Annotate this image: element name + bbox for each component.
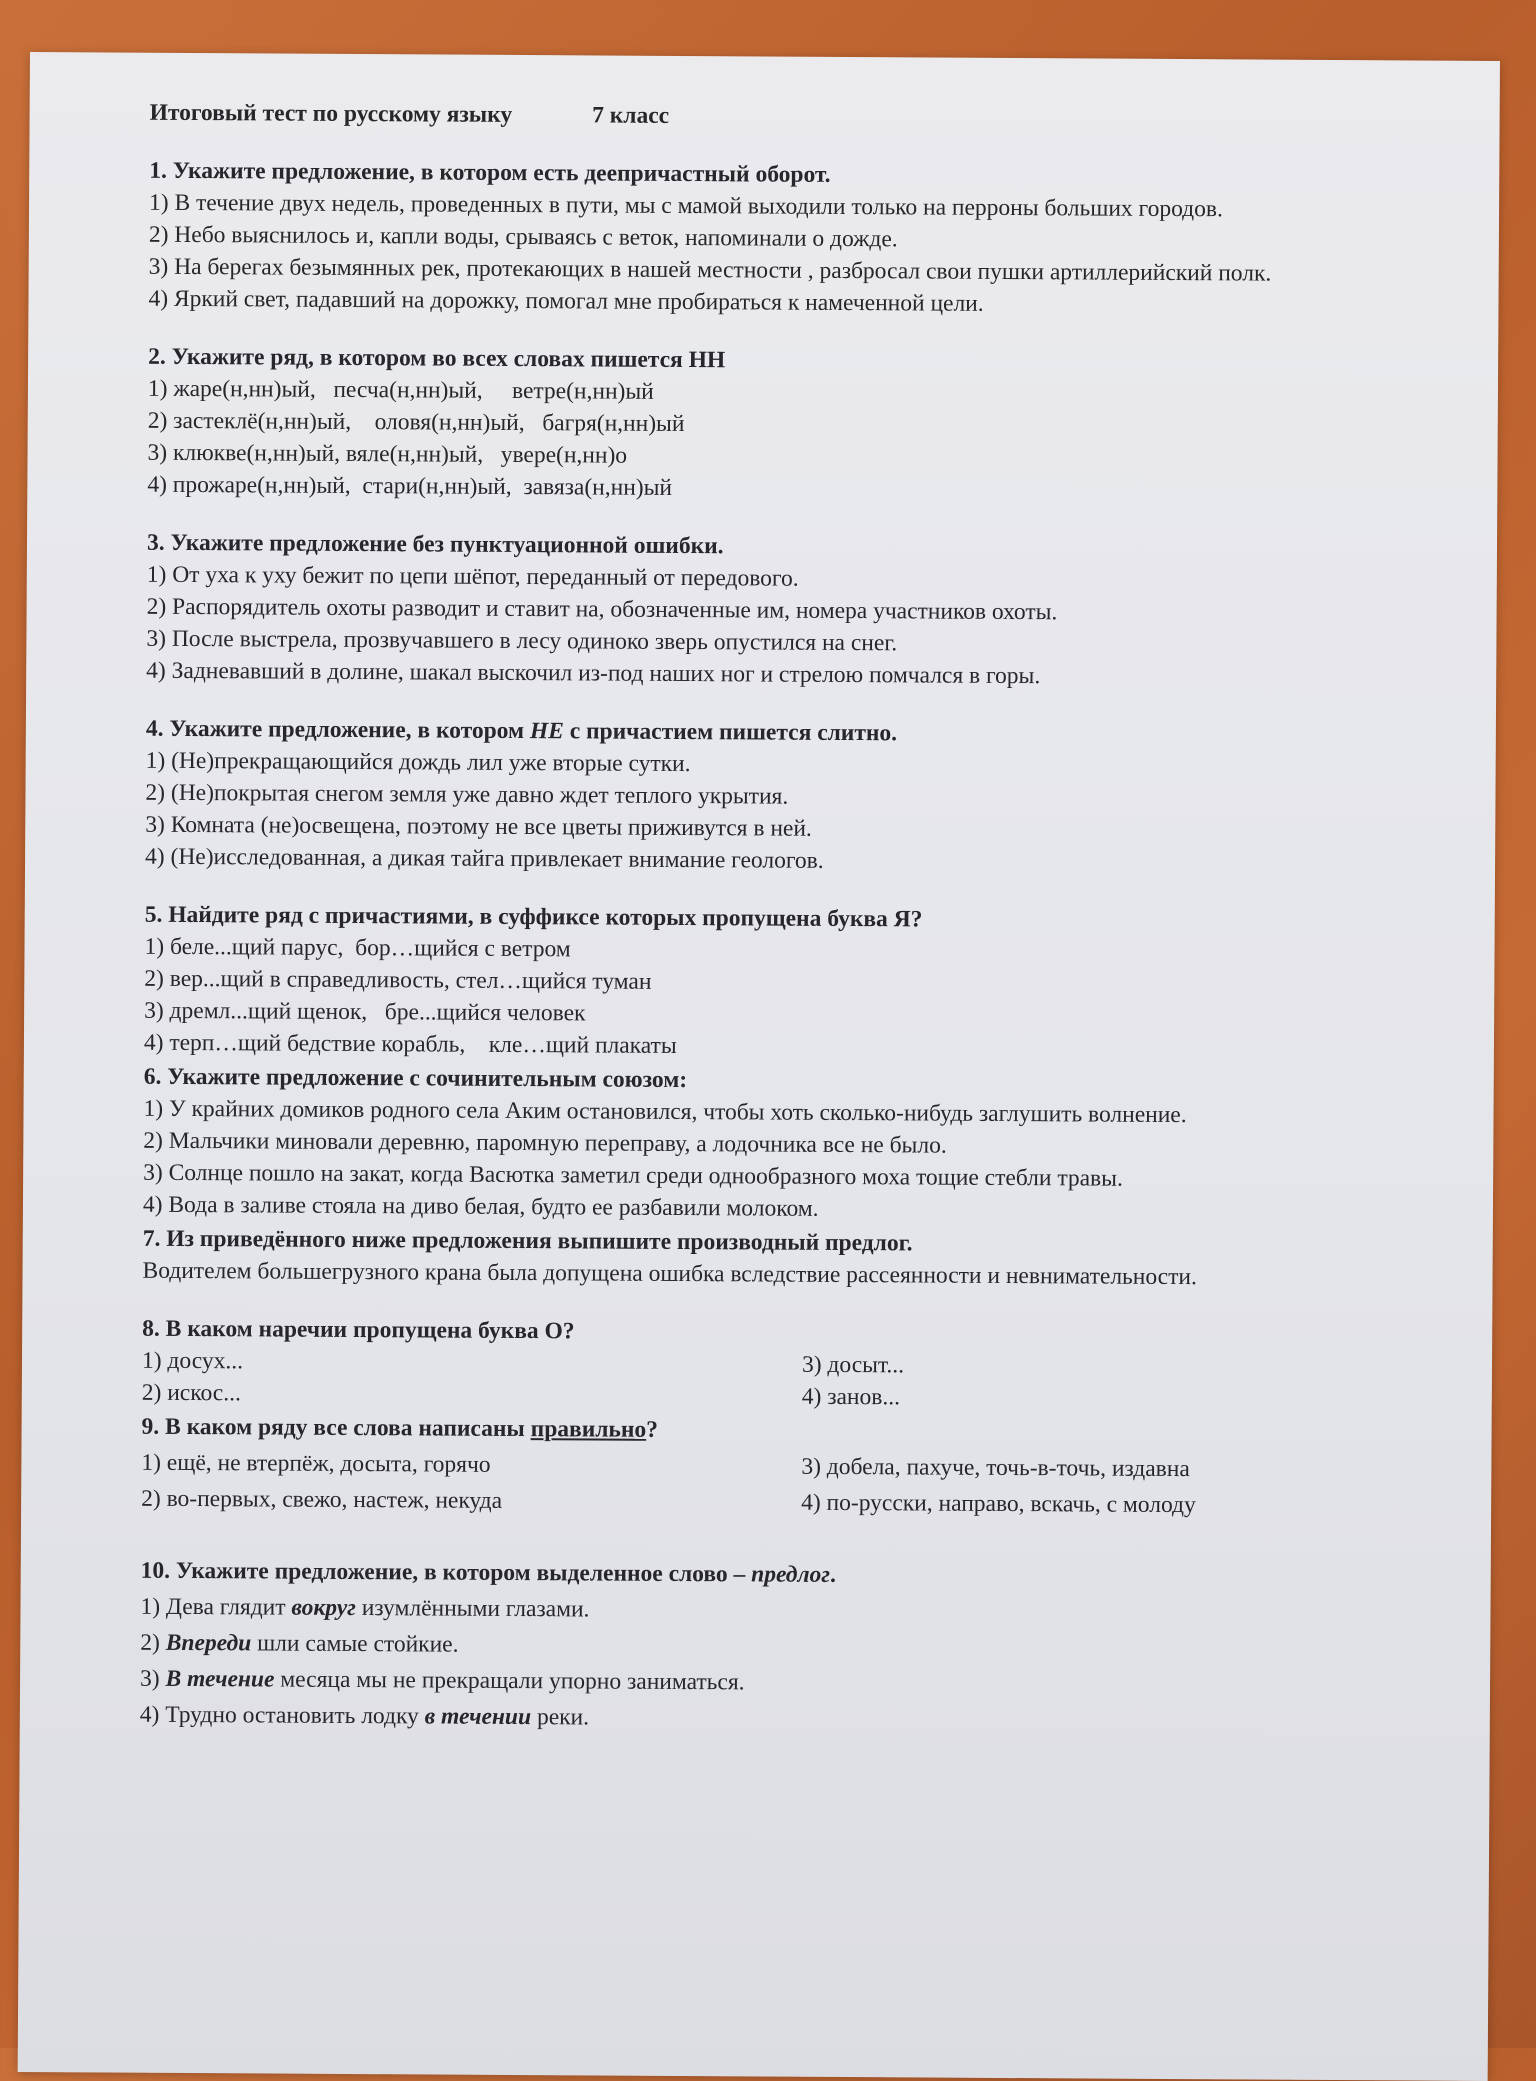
question-2-option-3: 3) клюкве(н,нн)ый, вяле(н,нн)ый, увере(н,нн)о [147, 439, 628, 469]
question-5-header: 5. Найдите ряд с причастиями, в суффиксе которых пропущена буква Я? [144, 901, 923, 933]
question-9-option-2: 2) во-первых, свежо, настеж, некуда [141, 1485, 503, 1514]
question-10-option-3-start: 3) [139, 1665, 166, 1692]
question-2-option-4: 4) прожаре(н,нн)ый, стари(н,нн)ый, завяза(н,нн)ый [147, 471, 673, 501]
question-6-option-4: 4) Вода в заливе стояла на диво белая, будто ее разбавили молоком. [142, 1191, 819, 1222]
question-10-option-4-start: 4) Трудно остановить лодку [139, 1701, 425, 1730]
question-9-header-underlined: правильно [530, 1416, 647, 1443]
question-9 [141, 1411, 1372, 1523]
title-text: Итоговый тест по русскому языку [149, 99, 513, 128]
question-6 [143, 1061, 1374, 1229]
question-1-option-2: 2) Небо выяснилось и, капли воды, срываясь с веток, напоминали о дожде. [148, 221, 898, 253]
question-6-option-2: 2) Мальчики миновали деревню, паромную переправу, а лодочника все не было. [143, 1127, 947, 1159]
question-10-option-2 [140, 1627, 1370, 1667]
question-10-option-4-highlight: в течении [424, 1703, 532, 1731]
question-9-option-1: 1) ещё, не втерпёж, досыта, горячо [141, 1449, 491, 1478]
question-5-option-2: 2) вер...щий в справедливость, стел…щийся туман [144, 965, 652, 995]
question-5-option-4: 4) терп…щий бедствие корабль, кле…щий плакаты [143, 1029, 677, 1059]
question-5 [144, 899, 1375, 1067]
question-10-option-1 [140, 1591, 1370, 1631]
question-2-option-2: 2) застеклё(н,нн)ый, оловя(н,нн)ый, багря(н,нн)ый [147, 407, 685, 438]
question-9-header [142, 1411, 1372, 1451]
question-7-header: 7. Из приведённого ниже предложения выпишите производный предлог. [142, 1225, 913, 1257]
question-4-option-1: 1) (Не)прекращающийся дождь лил уже вторые сутки. [145, 747, 691, 778]
question-5-option-3: 3) дремл...щий щенок, бре...щийся человек [144, 997, 586, 1027]
question-4-option-4: 4) (Не)исследованная, а дикая тайга привлекает внимание геологов. [145, 843, 824, 874]
question-3 [146, 527, 1377, 695]
question-10-option-1-highlight: вокруг [291, 1594, 356, 1622]
question-9-option-3: 3) добела, пахуче, точь-в-точь, издавна [801, 1453, 1190, 1483]
question-3-option-3: 3) После выстрела, прозвучавшего в лесу одиноко зверь опустился на снег. [146, 625, 898, 657]
question-10-header [141, 1555, 1371, 1595]
question-8-option-3: 3) досыт... [801, 1351, 905, 1379]
question-10-option-3-end: месяца мы не прекращали упорно заниматься. [274, 1666, 745, 1696]
document-title [150, 97, 1380, 137]
question-8-option-2: 2) искос... [141, 1379, 241, 1407]
question-10-header-emphasis: предлог [751, 1561, 831, 1588]
question-6-header: 6. Укажите предложение с сочинительным союзом: [143, 1063, 688, 1094]
question-6-option-1: 1) У крайних домиков родного села Аким остановился, чтобы хоть сколько-нибудь заглушить волнение. [143, 1095, 1187, 1129]
question-9-header-end: ? [646, 1416, 659, 1443]
paper-sheet [18, 52, 1500, 2081]
question-2 [147, 341, 1378, 509]
question-4-option-3: 3) Комната (не)освещена, поэтому не все цветы приживутся в ней. [145, 811, 812, 842]
test-document [140, 97, 1380, 1738]
grade-label: 7 класс [592, 102, 670, 129]
question-6-option-3: 3) Солнце пошло на закат, когда Васютка заметил среди однообразного моха тощие стебли травы. [143, 1159, 1123, 1192]
question-5-option-1: 1) беле...щий парус, бор…щийся с ветром [144, 933, 571, 963]
question-8 [142, 1313, 1373, 1417]
question-1-option-4: 4) Яркий свет, падавший на дорожку, помогал мне пробираться к намеченной цели. [148, 285, 984, 317]
question-4-header-start: 4. Укажите предложение, в котором [145, 715, 530, 745]
question-2-option-1: 1) жаре(н,нн)ый, песча(н,нн)ый, ветре(н,нн)ый [147, 375, 654, 405]
question-10-header-end: . [829, 1561, 836, 1588]
question-9-option-4: 4) по-русски, направо, вскачь, с молоду [801, 1489, 1196, 1519]
question-4-option-2: 2) (Не)покрытая снегом земля уже давно ждет теплого укрытия. [145, 779, 789, 810]
question-9-row-1 [141, 1447, 1371, 1487]
question-4-header-end: с причастием пишется слитно. [563, 718, 898, 747]
question-2-header: 2. Укажите ряд, в котором во всех словах пишется НН [148, 343, 726, 374]
question-1-option-3: 3) На берегах безымянных рек, протекающих в нашей местности , разбросал свои пушки артиллерийский полк. [148, 253, 1272, 287]
question-8-row-2 [142, 1377, 1372, 1417]
question-7-sentence: Водителем большегрузного крана была допущена ошибка вследствие рассеянности и невнимательности. [142, 1257, 1197, 1291]
question-10-option-3 [140, 1663, 1370, 1703]
question-10-option-2-end: шли самые стойкие. [251, 1630, 459, 1658]
question-10-option-3-highlight: В течение [165, 1665, 275, 1693]
question-10-header-start: 10. Укажите предложение, в котором выделенное слово – [140, 1557, 752, 1588]
question-10-option-2-start: 2) [140, 1629, 166, 1656]
question-1-option-1: 1) В течение двух недель, проведенных в пути, мы с мамой выходили только на перроны больших городов. [149, 189, 1223, 223]
question-10-option-1-end: изумлёнными глазами. [355, 1595, 590, 1623]
question-9-row-2 [141, 1483, 1371, 1523]
question-10-option-4 [140, 1699, 1370, 1739]
question-7 [142, 1223, 1372, 1295]
question-3-option-1: 1) От уха к уху бежит по цепи шёпот, переданный от передового. [146, 561, 799, 592]
question-3-option-2: 2) Распорядитель охоты разводит и ставит на, обозначенные им, номера участников охоты. [146, 593, 1058, 626]
question-10-option-2-highlight: Впереди [165, 1629, 252, 1657]
question-4 [145, 713, 1376, 881]
question-1 [148, 155, 1379, 323]
question-3-header: 3. Укажите предложение без пунктуационной ошибки. [146, 529, 724, 560]
question-8-option-1: 1) досух... [141, 1347, 244, 1375]
question-10-option-4-end: реки. [531, 1704, 590, 1731]
question-8-header: 8. В каком наречии пропущена буква О? [142, 1315, 575, 1345]
question-9-header-start: 9. В каком ряду все слова написаны [141, 1413, 531, 1443]
question-4-header-emphasis: НЕ [529, 718, 564, 745]
question-8-option-4: 4) занов... [801, 1383, 901, 1411]
question-10 [140, 1555, 1371, 1739]
question-10-option-1-start: 1) Дева глядит [140, 1593, 292, 1621]
question-1-header: 1. Укажите предложение, в котором есть деепричастный оборот. [149, 157, 831, 188]
question-3-option-4: 4) Задневавший в долине, шакал выскочил из-под наших ног и стрелою помчался в горы. [146, 657, 1041, 690]
